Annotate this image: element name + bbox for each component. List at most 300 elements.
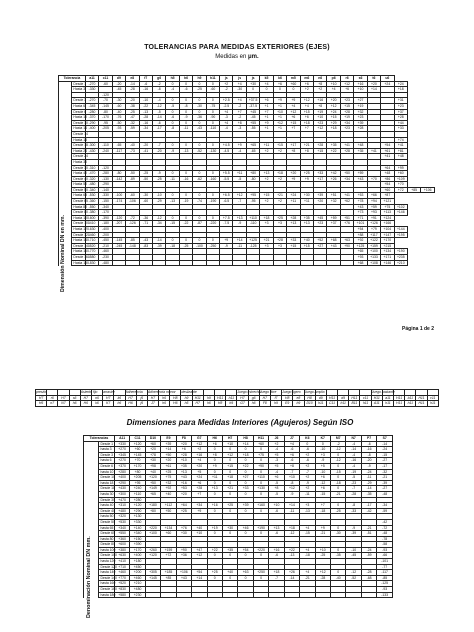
shaft-value-cell: -830 (85, 260, 98, 266)
shaft-value-cell: -52 (193, 148, 206, 154)
hole-value-cell: +2 (300, 452, 315, 458)
hole-value-cell: +345 (114, 452, 129, 458)
shaft-value-cell: +28 (314, 143, 327, 149)
shaft-value-cell: +159 (367, 243, 380, 249)
fits-cell: H7 (147, 395, 158, 401)
shaft-value-cell: +14 (367, 87, 380, 93)
shaft-value-cell: +9 (220, 238, 233, 244)
shaft-value-cell: +18 (327, 126, 340, 132)
shaft-value-cell: -270 (85, 98, 98, 104)
shaft-value-cell: -245 (112, 243, 125, 249)
hole-value-cell: +300 (114, 491, 129, 497)
shaft-value-cell: +4 (220, 109, 233, 115)
fits-cell: H11 (349, 395, 360, 401)
hole-value-cell: -4 (269, 469, 284, 475)
shaft-value-cell: +133 (367, 255, 380, 261)
shaft-value-cell: +6 (273, 81, 286, 87)
hole-value-cell: -52 (346, 575, 361, 581)
shaft-value-cell: +76 (340, 221, 353, 227)
shaft-value-cell: +171 (381, 255, 394, 261)
fits-cell: H6 (125, 401, 136, 407)
shaft-column-header: a11 (85, 76, 98, 82)
shaft-value-cell: -2 (233, 115, 246, 121)
hole-value-cell (176, 592, 191, 598)
hole-value-cell: 0 (331, 547, 346, 553)
hole-range-cell: hasta 40 (100, 503, 114, 508)
hole-value-cell: +130 (130, 514, 145, 520)
shaft-value-cell (327, 260, 340, 266)
hole-value-cell: +370 (114, 463, 129, 469)
fits-cell: H7 (192, 401, 203, 407)
hole-value-cell: -78 (377, 536, 393, 542)
hole-value-cell: +11 (207, 475, 222, 481)
shaft-range-cell: Desde 24 (73, 154, 88, 159)
shaft-value-cell: +30 (300, 193, 313, 199)
shaft-value-cell (300, 260, 313, 266)
fits-cell: H7 (36, 395, 47, 401)
shaft-value-cell: 0 (193, 81, 206, 87)
hole-value-cell: +13 (207, 486, 222, 492)
hole-value-cell: 0 (207, 458, 222, 464)
shaft-range-cell: Hasta 24 (73, 148, 87, 153)
shaft-value-cell: -41 (139, 148, 152, 154)
shaft-value-cell: +2 (220, 81, 233, 87)
shaft-value-cell: 0 (273, 87, 286, 93)
shaft-value-cell: +9 (300, 176, 313, 182)
fits-cell: h6 (114, 401, 125, 407)
shaft-value-cell: -4 (233, 148, 246, 154)
shaft-value-cell: -460 (85, 232, 98, 238)
hole-value-cell: +8 (284, 463, 299, 469)
hole-value-cell: -59 (377, 508, 393, 514)
fits-cell: Adherencia (125, 390, 143, 394)
shaft-column-header: m5 (287, 76, 300, 82)
fits-cell: arrastre (103, 390, 115, 394)
shaft-value-cell: +68 (354, 260, 367, 266)
shaft-value-cell: +121 (381, 199, 394, 205)
hole-value-cell: -4 (346, 463, 361, 469)
hole-value-cell: 0 (253, 508, 268, 514)
shaft-value-cell: +2 (260, 199, 273, 205)
hole-value-cell: +240 (130, 486, 145, 492)
hole-value-cell: -4 (346, 441, 361, 447)
hole-value-cell (346, 592, 361, 598)
shaft-value-cell: +4 (220, 120, 233, 126)
shaft-value-cell: +73 (354, 210, 367, 216)
hole-value-cell: -7 (300, 469, 315, 475)
hole-value-cell: +550 (114, 531, 129, 537)
shaft-value-cell: 0 (166, 109, 179, 115)
hole-value-cell: -9 (315, 458, 330, 464)
hole-value-cell: +50 (145, 480, 160, 486)
shaft-value-cell: +8 (300, 148, 313, 154)
hole-value-cell: +450 (130, 564, 145, 570)
fits-cell: deslizante (181, 390, 197, 394)
hole-value-cell: 0 (222, 447, 237, 453)
shaft-value-cell: -43 (193, 126, 206, 132)
shaft-value-cell: -80 (246, 176, 259, 182)
hole-range-cell: Desde 140 (100, 575, 117, 580)
hole-column-header: Tolerancias (84, 436, 115, 442)
shaft-range-cell: Hasta 10 (73, 115, 87, 120)
hole-value-cell: +460 (130, 575, 145, 581)
hole-value-cell: +5 (192, 469, 207, 475)
shaft-value-cell: -9 (152, 171, 165, 177)
shaft-range-cell: Desde 14 (73, 131, 88, 136)
shaft-value-cell: -25 (126, 109, 139, 115)
shaft-range-cell: Desde 140 (73, 243, 90, 248)
hole-value-cell: -6 (300, 447, 315, 453)
shaft-value-cell: -9 (233, 221, 246, 227)
shaft-value-cell: +35 (354, 148, 367, 154)
shaft-column-header: h9 (193, 76, 206, 82)
shaft-value-cell (233, 260, 246, 266)
hole-value-cell: -35 (361, 491, 376, 497)
shaft-value-cell: +210 (394, 260, 407, 266)
shaft-value-cell: +12 (327, 103, 340, 109)
hole-value-cell: -7 (269, 575, 284, 581)
hole-value-cell: +280 (114, 469, 129, 475)
shaft-value-cell: -65 (112, 143, 125, 149)
shaft-value-cell: 0 (179, 238, 192, 244)
hole-value-cell: +480 (130, 587, 145, 593)
shaft-value-cell: +41 (394, 143, 407, 149)
hole-value-cell: +320 (114, 514, 129, 520)
hole-value-cell: +2 (269, 441, 284, 447)
fits-cell: h11 (226, 395, 237, 401)
hole-value-cell: -17 (361, 503, 376, 509)
shaft-value-cell: -170 (99, 115, 112, 121)
shaft-range-cell: Hasta 140 (73, 238, 89, 243)
fits-cell: a11 (382, 395, 393, 401)
fits-cell: Juego amplio (304, 390, 325, 394)
hole-value-cell: +380 (114, 547, 129, 553)
hole-value-cell: -42 (361, 508, 376, 514)
shaft-value-cell: 0 (166, 171, 179, 177)
shaft-value-cell: -310 (85, 165, 98, 171)
hole-range-cell: Desde 65 (100, 531, 115, 536)
shaft-value-cell: -400 (99, 227, 112, 233)
shaft-value-cell: +146 (381, 260, 394, 266)
hole-value-cell: +10 (176, 458, 191, 464)
shaft-value-cell: -2 (220, 87, 233, 93)
hole-value-cell: 0 (253, 469, 268, 475)
shaft-value-cell: +8 (314, 81, 327, 87)
hole-value-cell: 0 (238, 458, 253, 464)
hole-value-cell: -23 (346, 480, 361, 486)
shaft-value-cell: -7 (233, 199, 246, 205)
shaft-value-cell: 0 (260, 87, 273, 93)
fits-cell: d9 (338, 395, 349, 401)
shaft-value-cell: +15 (287, 243, 300, 249)
shaft-value-cell: -7.5 (220, 221, 233, 227)
shaft-value-cell: +3 (260, 221, 273, 227)
shaft-value-cell: +10 (327, 81, 340, 87)
hole-value-cell: +13 (269, 525, 284, 531)
hole-value-cell: -2 (331, 441, 346, 447)
shaft-value-cell: -50 (139, 176, 152, 182)
fits-cell: H8 (215, 401, 226, 407)
hole-value-cell (145, 592, 160, 598)
hole-value-cell: 0 (207, 480, 222, 486)
hole-value-cell: +14 (192, 575, 207, 581)
shaft-value-cell: +27 (314, 243, 327, 249)
shaft-value-cell: -480 (85, 182, 98, 188)
shaft-value-cell: -45 (112, 87, 125, 93)
hole-value-cell: +80 (130, 469, 145, 475)
fits-cell: Adherencia menor (147, 390, 176, 394)
shaft-value-cell: -320 (85, 176, 98, 182)
hole-value-cell: -9 (300, 480, 315, 486)
hole-value-cell: 0 (300, 441, 315, 447)
hole-value-cell: -85 (377, 575, 393, 581)
shaft-value-cell (260, 260, 273, 266)
units-value: μm. (248, 54, 259, 60)
hole-value-cell: -12 (346, 570, 361, 576)
hole-value-cell: -34 (377, 503, 393, 509)
shaft-value-cell: +85 (407, 187, 420, 193)
shaft-value-cell: +6.5 (220, 193, 233, 199)
hole-value-cell (253, 592, 268, 598)
shaft-value-cell: 0 (206, 98, 219, 104)
fits-cell: c11 (360, 395, 371, 401)
shaft-value-cell: -38 (126, 103, 139, 109)
hole-value-cell: +65 (145, 491, 160, 497)
fits-cell: Juego libre (259, 390, 277, 394)
hole-value-cell: +410 (114, 559, 129, 565)
shaft-column-header: js (220, 76, 233, 82)
shaft-value-cell: -390 (99, 215, 112, 221)
shaft-value-cell: +60 (394, 171, 407, 177)
shaft-value-cell: -480 (99, 260, 112, 266)
shaft-value-cell: +235 (394, 255, 407, 261)
shaft-value-cell: +26 (327, 176, 340, 182)
hole-value-cell: 0 (315, 441, 330, 447)
hole-value-cell: +18 (238, 452, 253, 458)
fits-cell: h6 (159, 401, 170, 407)
hole-value-cell (361, 592, 376, 598)
shaft-value-cell: +2 (260, 148, 273, 154)
fits-cell: H8 (170, 395, 181, 401)
shaft-value-cell: -130 (99, 176, 112, 182)
shaft-value-cell: +2 (273, 148, 286, 154)
fits-cell: Asiento fijo (80, 390, 98, 394)
fits-cell: r6 (47, 395, 58, 401)
shaft-value-cell: -290 (99, 182, 112, 188)
shaft-value-cell: +9 (260, 120, 273, 126)
shaft-value-cell: -74 (193, 199, 206, 205)
hole-value-cell: -48 (377, 531, 393, 537)
hole-value-cell: -68 (361, 575, 376, 581)
page-number: Página 1 de 2 (402, 326, 434, 332)
hole-value-cell: +5 (315, 463, 330, 469)
hole-value-cell: +12 (192, 441, 207, 447)
shaft-value-cell: -270 (85, 81, 98, 87)
shaft-column-header: t6 (367, 76, 380, 82)
shaft-value-cell (273, 260, 286, 266)
hole-value-cell: +22 (284, 547, 299, 553)
shaft-value-cell: +15 (287, 120, 300, 126)
shaft-column-header: h5 (166, 76, 179, 82)
shaft-value-cell: +81 (394, 148, 407, 154)
shaft-range-cell: Desde 1 (73, 81, 87, 86)
shaft-value-cell: +1 (260, 115, 273, 121)
shaft-value-cell: +20 (314, 199, 327, 205)
shaft-value-cell: -410 (85, 221, 98, 227)
shaft-value-cell: -8 (152, 87, 165, 93)
hole-value-cell: +4 (284, 441, 299, 447)
shaft-range-cell: Desde 65 (73, 199, 88, 204)
hole-value-cell: +76 (176, 525, 191, 531)
hole-value-cell: -21 (300, 575, 315, 581)
hole-value-cell: +61 (161, 463, 176, 469)
shaft-value-cell: +28 (273, 238, 286, 244)
hole-value-cell: -4 (269, 447, 284, 453)
shaft-value-cell: +125 (354, 243, 367, 249)
shaft-value-cell: +20 (287, 171, 300, 177)
fits-cell: E9 (282, 401, 293, 407)
hole-value-cell: -24 (361, 469, 376, 475)
shaft-value-cell: +51 (340, 215, 353, 221)
hole-value-cell: +20 (161, 458, 176, 464)
shaft-value-cell: +41 (340, 143, 353, 149)
hole-value-cell: -42 (377, 519, 393, 525)
fits-cell: n6 (91, 395, 102, 401)
shaft-value-cell: +190 (394, 249, 407, 255)
hole-column-header: G7 (192, 436, 207, 442)
shaft-range-cell: Hasta 14 (73, 126, 87, 131)
shaft-value-cell: -240 (99, 148, 112, 154)
hole-value-cell: +30 (145, 458, 160, 464)
hole-value-cell: +12 (284, 486, 299, 492)
shaft-value-cell: -770 (85, 249, 98, 255)
hole-value-cell: -25 (315, 553, 330, 559)
shaft-value-cell: +215 (381, 243, 394, 249)
shaft-value-cell: -400 (85, 126, 98, 132)
hole-value-cell: 0 (222, 469, 237, 475)
fits-cell: h9 (203, 395, 214, 401)
shaft-value-cell: -110 (99, 143, 112, 149)
shaft-value-cell: +16 (314, 98, 327, 104)
hole-value-cell: 0 (222, 531, 237, 537)
fits-cell: G7 (237, 401, 248, 407)
fits-cell: j6 (136, 395, 147, 401)
shaft-value-cell: -30 (193, 103, 206, 109)
shaft-value-cell: +4 (327, 87, 340, 93)
shaft-column-header: k5 (260, 76, 273, 82)
hole-value-cell: +16 (269, 547, 284, 553)
fits-cell: h11 (315, 401, 326, 407)
fits-cell: h9 (181, 395, 192, 401)
hole-value-cell: 0 (331, 475, 346, 481)
shaft-value-cell (314, 260, 327, 266)
hole-value-cell: -45 (346, 553, 361, 559)
fits-cell: b11 (405, 395, 416, 401)
hole-value-cell: +25 (161, 469, 176, 475)
shaft-value-cell: +4 (287, 103, 300, 109)
fits-cell: h9 (270, 401, 281, 407)
shaft-value-cell: -55 (246, 126, 259, 132)
hole-value-cell: -21 (361, 525, 376, 531)
hole-value-cell: -4 (346, 452, 361, 458)
hole-range-cell: Desde 160 (100, 587, 117, 592)
hole-value-cell: +170 (130, 547, 145, 553)
shaft-value-cell: +87 (381, 193, 394, 199)
shaft-value-cell: +7 (233, 109, 246, 115)
shaft-value-cell: -9 (220, 243, 233, 249)
hole-value-cell: -28 (346, 491, 361, 497)
shaft-value-cell: +1 (273, 103, 286, 109)
hole-column-header: P7 (361, 436, 376, 442)
hole-value-cell: 0 (207, 575, 222, 581)
shaft-value-cell: +7 (287, 126, 300, 132)
hole-column-header: M7 (331, 436, 346, 442)
fits-cell: H8 (282, 395, 293, 401)
fits-cell: H8 (304, 395, 315, 401)
shaft-value-cell: -14 (126, 81, 139, 87)
hole-value-cell: -6 (300, 458, 315, 464)
shaft-value-cell: -13 (166, 199, 179, 205)
hole-value-cell: 0 (207, 508, 222, 514)
shaft-value-cell: +74 (394, 137, 407, 143)
fits-cell: H11 (215, 395, 226, 401)
shaft-value-cell: +17 (287, 143, 300, 149)
shaft-value-cell: -87 (193, 221, 206, 227)
shaft-value-cell: +20 (327, 98, 340, 104)
shaft-value-cell: -10 (152, 193, 165, 199)
hole-value-cell: -17 (377, 463, 393, 469)
hole-value-cell: -15 (377, 452, 393, 458)
hole-value-cell: +120 (145, 553, 160, 559)
hole-value-cell: +120 (130, 503, 145, 509)
hole-range-cell: Desde 40 (100, 508, 115, 513)
shaft-value-cell: 0 (179, 143, 192, 149)
hole-value-cell: 0 (222, 508, 237, 514)
shaft-value-cell: +41 (367, 148, 380, 154)
shaft-value-cell: -148 (126, 243, 139, 249)
shaft-value-cell: -43 (139, 238, 152, 244)
hole-value-cell: +10 (192, 531, 207, 537)
shaft-value-cell: +30 (246, 81, 259, 87)
shaft-value-cell: +15 (273, 143, 286, 149)
hole-value-cell: -21 (377, 475, 393, 481)
shaft-value-cell: -12 (152, 103, 165, 109)
hole-value-cell: -15 (331, 469, 346, 475)
shaft-value-cell: -220 (206, 221, 219, 227)
shaft-value-cell: +134 (381, 249, 394, 255)
shaft-value-cell: -630 (85, 227, 98, 233)
fits-cell: d9 (315, 395, 326, 401)
shaft-column-header: r6 (340, 76, 353, 82)
shaft-value-cell: +108 (367, 260, 380, 266)
hole-value-cell: -12 (315, 480, 330, 486)
fits-cell: H11 (326, 395, 337, 401)
hole-value-cell: +43 (176, 575, 191, 581)
shaft-value-cell: -25 (179, 243, 192, 249)
shaft-value-cell: -145 (112, 238, 125, 244)
hole-value-cell: -6 (284, 458, 299, 464)
shaft-value-cell: -5 (233, 176, 246, 182)
hole-value-cell: +190 (253, 525, 268, 531)
hole-value-cell: -5 (269, 491, 284, 497)
hole-value-cell: 0 (253, 480, 268, 486)
shaft-value-cell: 0 (193, 171, 206, 177)
shaft-value-cell: -50 (112, 120, 125, 126)
fits-cell: f7 (270, 395, 281, 401)
hole-value-cell: +95 (130, 480, 145, 486)
fits-cell: c11 (427, 395, 438, 401)
shaft-value-cell: +33 (287, 238, 300, 244)
